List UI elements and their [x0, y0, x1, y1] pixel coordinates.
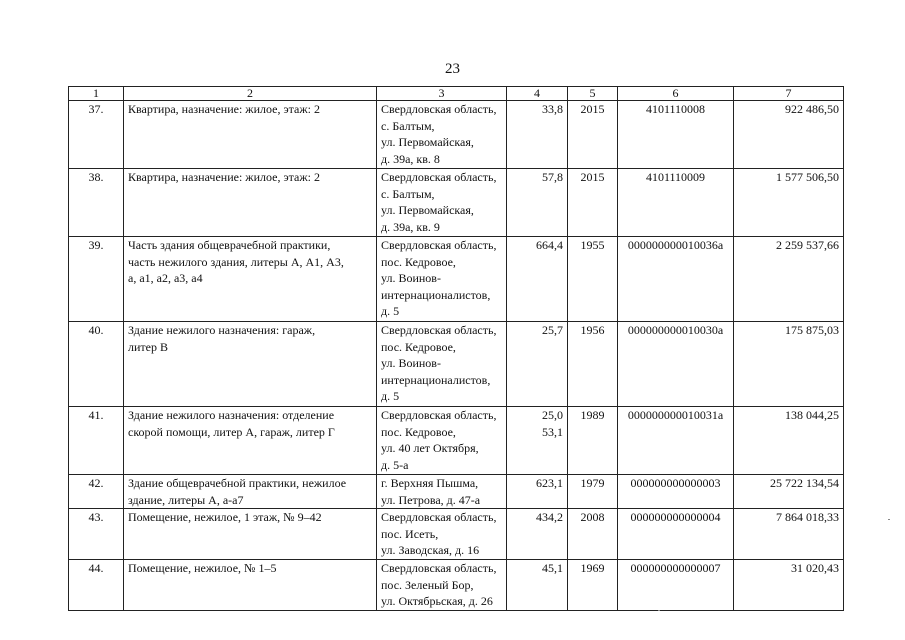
address-cell-line: ул. Первомайская, [381, 135, 474, 149]
year-cell: 1955 [568, 237, 618, 322]
year-cell: 2015 [568, 169, 618, 237]
address-cell-line: Свердловская область, [381, 238, 497, 252]
address-cell-line: д. 5 [381, 304, 400, 318]
inventory-number-cell: 000000000000007 [618, 560, 734, 611]
column-header-6: 6 [618, 87, 734, 101]
area-cell [507, 560, 568, 611]
area-cell [507, 407, 568, 475]
year-cell: 2008 [568, 509, 618, 560]
address-cell-line: ул. Заводская, д. 16 [381, 543, 480, 557]
row-number-cell: 37. [69, 101, 124, 169]
area-cell-line: 664,4 [536, 238, 563, 252]
address-cell-line: ул. Воинов- [381, 356, 441, 370]
property-registry-table [68, 86, 844, 611]
address-cell-line: Свердловская область, [381, 323, 497, 337]
object-name-cell-line: Часть здания общеврачебной практики, [128, 238, 331, 252]
row-number-cell: 38. [69, 169, 124, 237]
area-cell-line: 623,1 [536, 476, 563, 490]
area-cell-line: 45,1 [542, 561, 563, 575]
area-cell [507, 322, 568, 407]
object-name-cell [124, 322, 377, 407]
object-name-cell-line: скорой помощи, литер А, гараж, литер Г [128, 424, 335, 439]
inventory-number-cell: 000000000010030а [618, 322, 734, 407]
address-cell-line: интернационалистов, [381, 372, 491, 387]
address-cell-line: д. 39а, кв. 9 [381, 219, 440, 234]
object-name-cell-line: Квартира, назначение: жилое, этаж: 2 [128, 102, 320, 116]
object-name-cell [124, 509, 377, 560]
object-name-cell-line: а, а1, а2, а3, а4 [128, 271, 203, 285]
year-cell: 2015 [568, 101, 618, 169]
object-name-cell-line: литер В [128, 339, 168, 354]
address-cell-line: ул. 40 лет Октября, [381, 441, 479, 455]
address-cell [377, 475, 507, 509]
address-cell-line: д. 5 [381, 389, 400, 403]
address-cell-line: Свердловская область, [381, 408, 497, 422]
table-row [69, 237, 844, 322]
inventory-number-cell: 000000000010031а [618, 407, 734, 475]
column-header-5: 5 [568, 87, 618, 101]
object-name-cell [124, 237, 377, 322]
table-body [69, 101, 844, 611]
column-header-7: 7 [734, 87, 844, 101]
column-header-2: 2 [124, 87, 377, 101]
year-cell: 1956 [568, 322, 618, 407]
area-cell [507, 475, 568, 509]
table-row [69, 560, 844, 611]
column-header-3: 3 [377, 87, 507, 101]
address-cell-line: г. Верхняя Пышма, [381, 476, 479, 490]
address-cell-line: Свердловская область, [381, 510, 497, 524]
area-cell [507, 509, 568, 560]
address-cell-line: Свердловская область, [381, 102, 497, 116]
row-number-cell: 41. [69, 407, 124, 475]
year-cell: 1989 [568, 407, 618, 475]
object-name-cell [124, 407, 377, 475]
area-cell-line: 33,8 [542, 102, 563, 116]
address-cell-line: пос. Кедровое, [381, 254, 456, 269]
address-cell-line: ул. Петрова, д. 47-а [381, 492, 481, 507]
address-cell-line: ул. Первомайская, [381, 203, 474, 217]
object-name-cell-line: Здание нежилого назначения: отделение [128, 408, 335, 422]
scan-speck [658, 610, 660, 611]
year-cell: 1969 [568, 560, 618, 611]
address-cell [377, 237, 507, 322]
area-cell [507, 101, 568, 169]
address-cell [377, 407, 507, 475]
row-number-cell: 39. [69, 237, 124, 322]
area-cell-line: 434,2 [536, 510, 563, 524]
object-name-cell [124, 475, 377, 509]
area-cell-line: 57,8 [542, 170, 563, 184]
scan-speck [888, 519, 890, 520]
table-row [69, 322, 844, 407]
inventory-number-cell: 4101110009 [618, 169, 734, 237]
table-row [69, 169, 844, 237]
object-name-cell-line: Здание нежилого назначения: гараж, [128, 323, 316, 337]
address-cell-line: ул. Октябрьская, д. 26 [381, 594, 493, 608]
address-cell [377, 560, 507, 611]
area-cell-line: 25,7 [542, 323, 563, 337]
address-cell-line: Свердловская область, [381, 561, 497, 575]
row-number-cell: 43. [69, 509, 124, 560]
area-cell [507, 169, 568, 237]
area-cell-line: 25,0 [542, 408, 563, 422]
table-row [69, 101, 844, 169]
row-number-cell: 40. [69, 322, 124, 407]
column-header-4: 4 [507, 87, 568, 101]
object-name-cell-line: здание, литеры А, а-а7 [128, 492, 244, 507]
area-cell-line: 53,1 [542, 424, 563, 439]
object-name-cell [124, 560, 377, 611]
address-cell [377, 101, 507, 169]
object-name-cell [124, 101, 377, 169]
address-cell-line: с. Балтым, [381, 118, 435, 133]
address-cell-line: пос. Исеть, [381, 526, 439, 541]
object-name-cell-line: Помещение, нежилое, 1 этаж, № 9–42 [128, 510, 322, 524]
page-number: 23 [445, 61, 460, 77]
object-name-cell-line: Квартира, назначение: жилое, этаж: 2 [128, 170, 320, 184]
column-header-1: 1 [69, 87, 124, 101]
cost-cell: 7 864 018,33 [734, 509, 844, 560]
address-cell [377, 169, 507, 237]
inventory-number-cell: 000000000000004 [618, 509, 734, 560]
row-number-cell: 44. [69, 560, 124, 611]
table-row [69, 407, 844, 475]
inventory-number-cell: 000000000000003 [618, 475, 734, 509]
object-name-cell-line: Здание общеврачебной практики, нежилое [128, 476, 347, 490]
cost-cell: 25 722 134,54 [734, 475, 844, 509]
table-row [69, 509, 844, 560]
year-cell: 1979 [568, 475, 618, 509]
address-cell-line: пос. Кедровое, [381, 339, 456, 354]
cost-cell: 2 259 537,66 [734, 237, 844, 322]
address-cell-line: д. 5-а [381, 457, 409, 472]
address-cell-line: с. Балтым, [381, 186, 435, 201]
address-cell-line: пос. Кедровое, [381, 424, 456, 439]
cost-cell: 31 020,43 [734, 560, 844, 611]
table-row [69, 475, 844, 509]
column-number-row [69, 87, 844, 101]
object-name-cell [124, 169, 377, 237]
address-cell-line: д. 39а, кв. 8 [381, 151, 440, 166]
object-name-cell-line: часть нежилого здания, литеры А, А1, А3, [128, 254, 344, 269]
address-cell-line: ул. Воинов- [381, 271, 441, 285]
address-cell [377, 509, 507, 560]
address-cell-line: пос. Зеленый Бор, [381, 577, 474, 592]
cost-cell: 175 875,03 [734, 322, 844, 407]
cost-cell: 922 486,50 [734, 101, 844, 169]
address-cell-line: интернационалистов, [381, 287, 491, 302]
object-name-cell-line: Помещение, нежилое, № 1–5 [128, 561, 277, 575]
address-cell [377, 322, 507, 407]
cost-cell: 1 577 506,50 [734, 169, 844, 237]
inventory-number-cell: 4101110008 [618, 101, 734, 169]
area-cell [507, 237, 568, 322]
row-number-cell: 42. [69, 475, 124, 509]
address-cell-line: Свердловская область, [381, 170, 497, 184]
cost-cell: 138 044,25 [734, 407, 844, 475]
inventory-number-cell: 000000000010036а [618, 237, 734, 322]
